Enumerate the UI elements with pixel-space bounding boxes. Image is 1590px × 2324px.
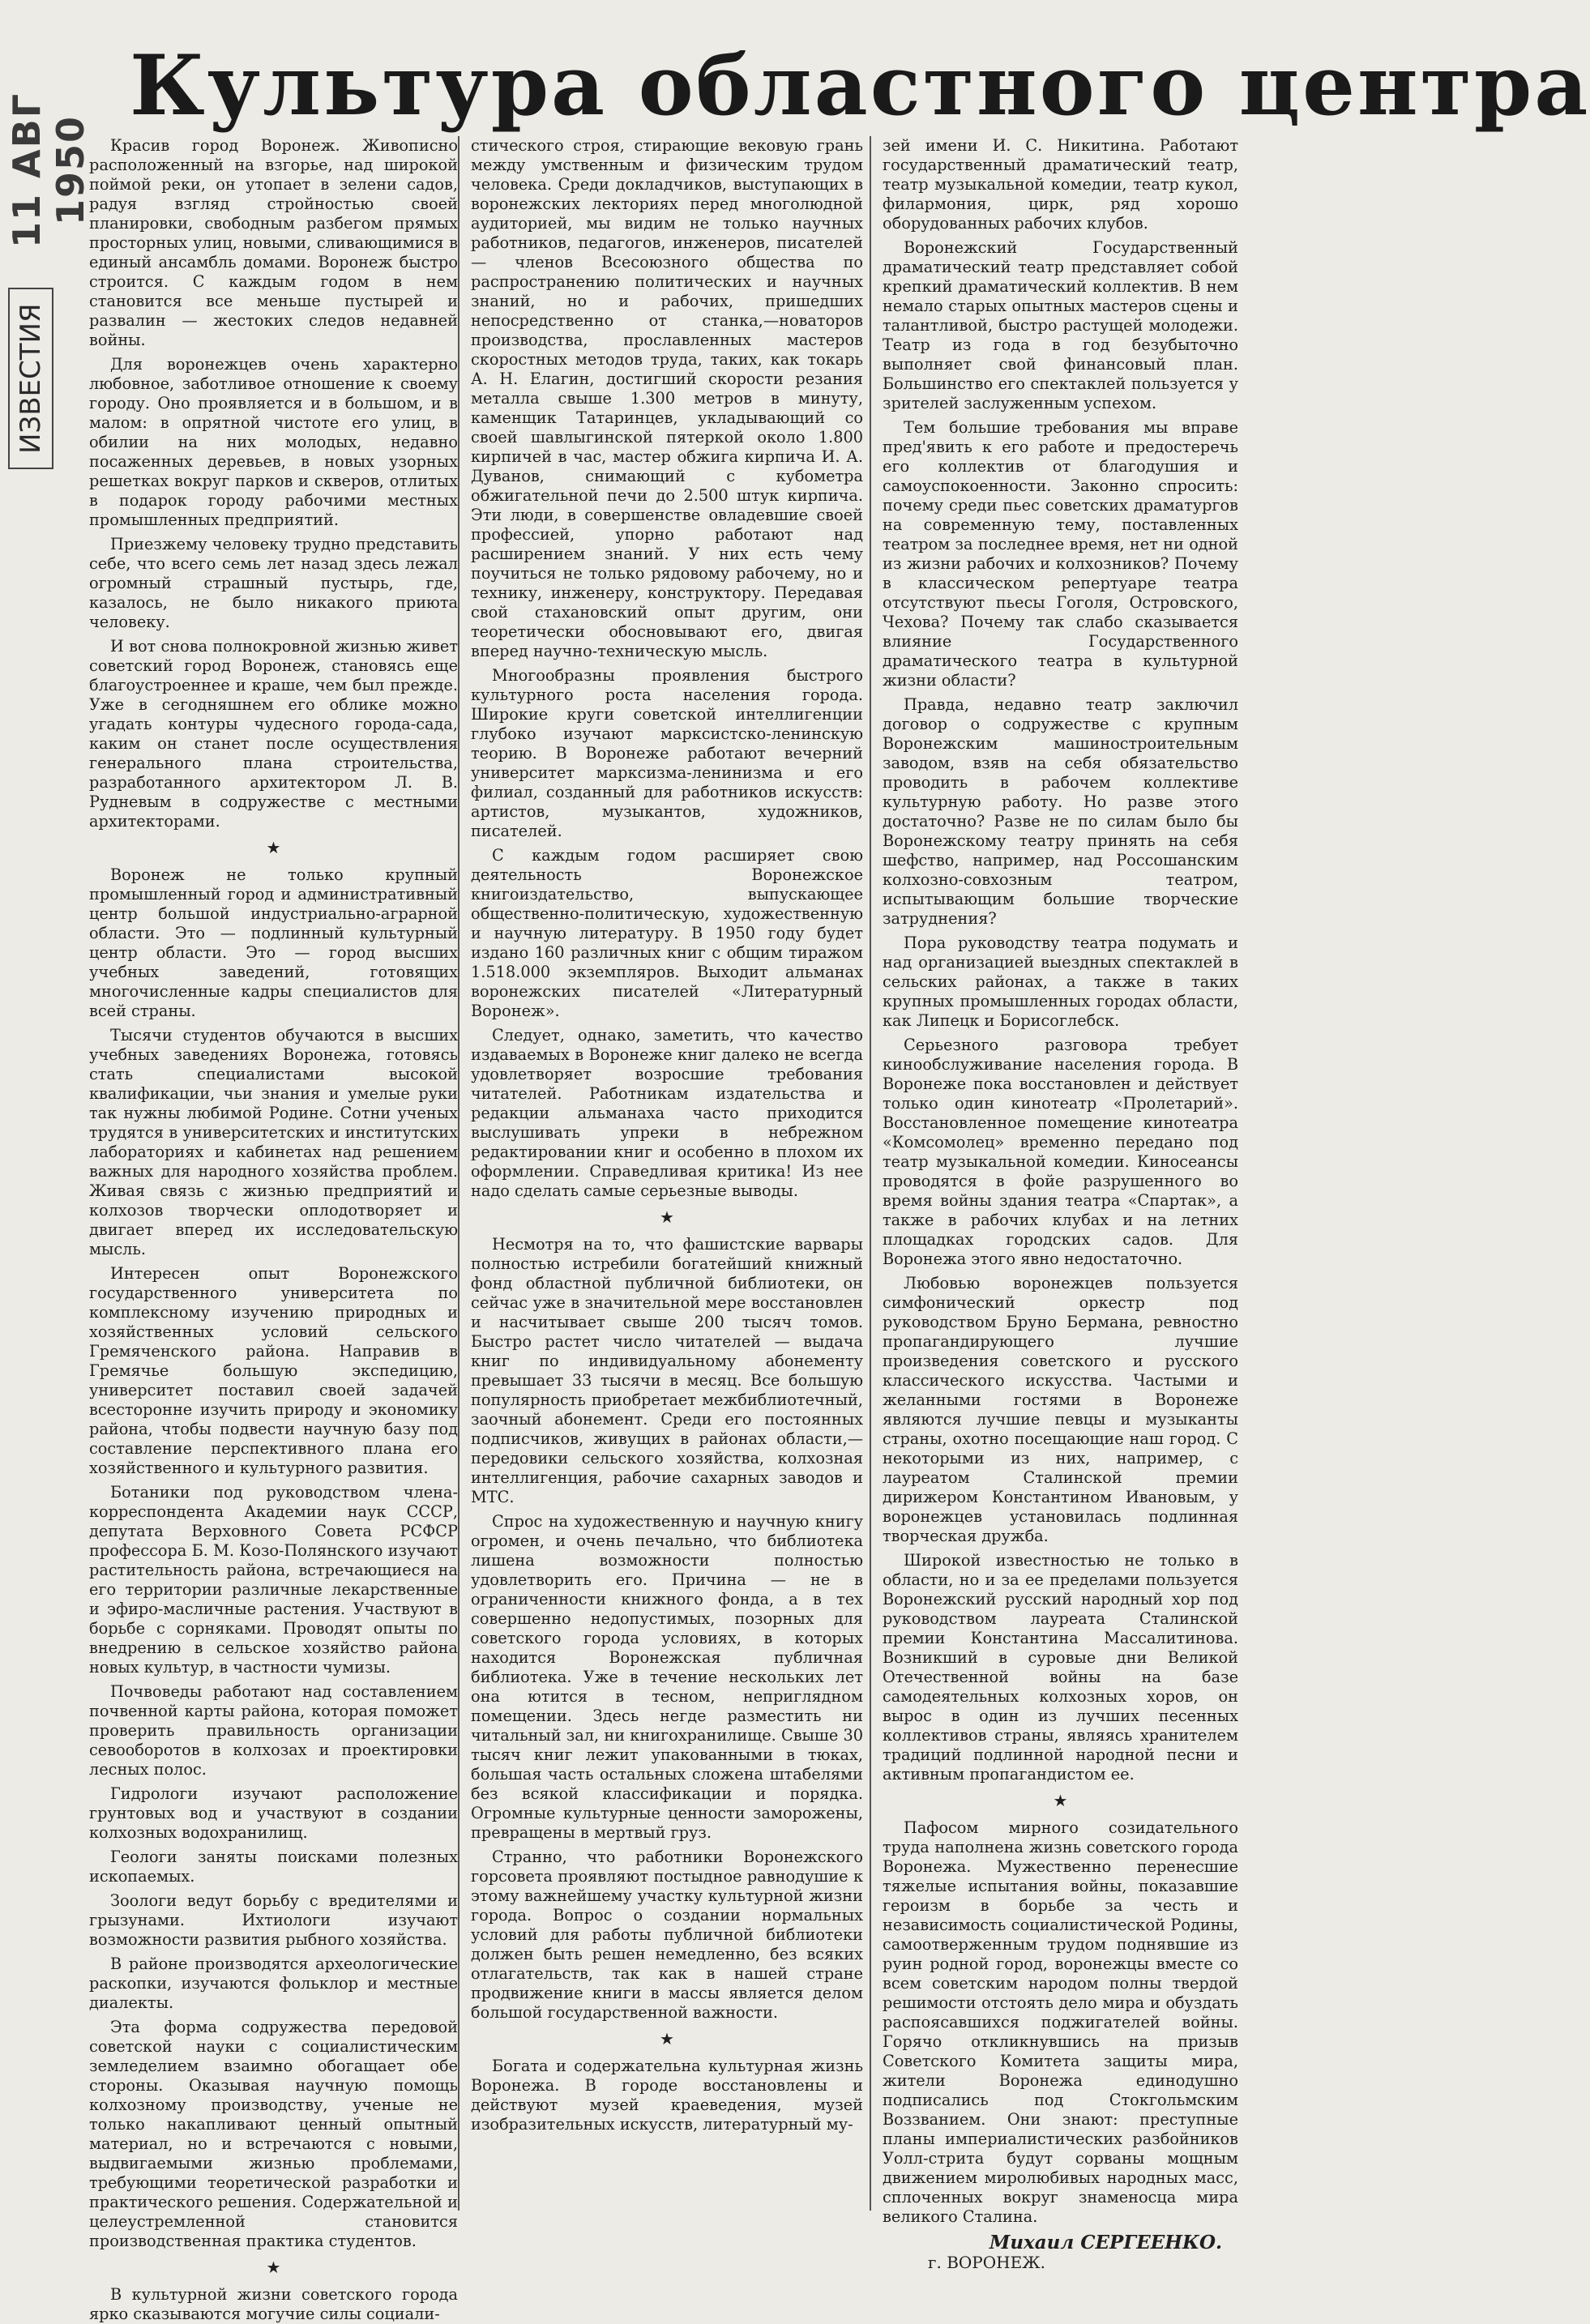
- paragraph: Тысячи студентов обучаются в высших учебных заведениях Воронежа, готовясь стать специалистами высокой квалификации, чьи знания и умелые руки так нужны любимой Родине. Сотни ученых трудятся в университетских и институтских лабораториях и кабинетах над решением важных для народного хозяйства проблем. Живая связь с жизнью предприятий и колхозов творчески оплодотворяет и двигает вперед их исследовательскую мысль.: [89, 1026, 458, 1258]
- paragraph: Следует, однако, заметить, что качество издаваемых в Воронеже книг далеко не всегда удовлетворяет возросшие требования читателей. Работникам издательства и редакции альманаха часто приходится выслушивать упреки в небрежном редактировании книг и особенно в плохом их оформлении. Справедливая критика! Из нее надо сделать самые серьезные выводы.: [471, 1026, 863, 1200]
- paragraph: В районе производятся археологические раскопки, изучаются фольклор и местные диалекты.: [89, 1954, 458, 2012]
- paragraph: Серьезного разговора требует кинообслуживание населения города. В Воронеже пока восстановлен и действует только один кинотеатр «Пролетарий». Восстановленное помещение кинотеатра «Комсомолец» временно передано под театр музыкальной комедии. Киносеансы проводятся в фойе разрушенного во время войны здания театра «Спартак», а также в рабочих клубах и на летних площадках городских садов. Для Воронежа этого явно недостаточно.: [883, 1036, 1238, 1268]
- paragraph: Для воронежцев очень характерно любовное, заботливое отношение к своему городу. Оно проявляется и в большом, и в малом: в опрятной чистоте его улиц, в обилии на них молодых, недавно посаженных деревьев, в новых узорных решетках вокруг парков и скверов, отлитых в подарок городу рабочими местных промышленных предприятий.: [89, 355, 458, 529]
- section-separator: ★: [660, 2029, 674, 2048]
- paragraph: Воронеж не только крупный промышленный город и административный центр большой индустриально-аграрной области. Это — подлинный культурный центр области. Это — город высших учебных заведений, готовящих многочисленные кадры специалистов для всей страны.: [89, 865, 458, 1020]
- paragraph: В культурной жизни советского города ярко сказываются могучие силы социали-: [89, 2285, 458, 2323]
- paragraph: Почвоведы работают над составлением почвенной карты района, которая поможет проверить правильность организации севооборотов в колхозах и проектировки лесных полос.: [89, 1682, 458, 1779]
- section-separator: ★: [266, 838, 281, 857]
- paragraph: Приезжему человеку трудно представить себе, что всего семь лет назад здесь лежал огромный страшный пустырь, где, казалось, не было никакого приюта человеку.: [89, 535, 458, 631]
- paragraph: Спрос на художественную и научную книгу огромен, и очень печально, что библиотека лишена возможности полностью удовлетворить его. Причина — не в ограниченности книжного фонда, а в тех совершенно недопустимых, позорных для советского города условиях, в которых находится Воронежская публичная библиотека. Уже в течение нескольких лет она ютится в тесном, неприглядном помещении. Здесь негде разместить ни читальный зал, ни книгохранилище. Свыше 30 тысяч книг лежит упакованными в тюках, большая часть остальных сложена штабелями без всякой классификации и порядка. Огромные культурные ценности заморожены, превращены в мертвый груз.: [471, 1512, 863, 1842]
- paragraph: Многообразны проявления быстрого культурного роста населения города. Широкие круги советской интеллигенции глубоко изучают марксистско-ленинскую теорию. В Воронеже работают вечерний университет марксизма-ленинизма и его филиал, созданный для работников искусств: артистов, музыкантов, художников, писателей.: [471, 666, 863, 840]
- paragraph: Пора руководству театра подумать и над организацией выездных спектаклей в сельских районах, а также в таких крупных промышленных городах области, как Липецк и Борисоглебск.: [883, 933, 1238, 1030]
- stamp-newspaper-name: ИЗВЕСТИЯ: [8, 288, 53, 469]
- paragraph: Красив город Воронеж. Живописно расположенный на взгорье, над широкой поймой реки, он утопает в зелени садов, радуя взгляд стройностью своей планировки, свободным разбегом прямых просторных улиц, новыми, сливающимися в единый ансамбль домами. Воронеж быстро строится. С каждым годом в нем становится все меньше пустырей и развалин — жестоких следов недавней войны.: [89, 136, 458, 349]
- paragraph: Несмотря на то, что фашистские варвары полностью истребили богатейший книжный фонд областной публичной библиотеки, он сейчас уже в значительной мере восстановлен и насчитывает свыше 200 тысяч томов. Быстро растет число читателей — выдача книг по индивидуальному абонементу превышает 33 тысячи в месяц. Все большую популярность приобретает межбиблиотечный, заочный абонемент. Среди его постоянных подписчиков, живущих в районах области,— передовики сельского хозяйства, колхозная интеллигенция, рабочие сахарных заводов и МТС.: [471, 1235, 863, 1506]
- paragraph: Широкой известностью не только в области, но и за ее пределами пользуется Воронежский русский народный хор под руководством лауреата Сталинской премии Константина Массалитинова. Возникший в суровые дни Великой Отечественной войны на базе самодеятельных колхозных хоров, он вырос в один из лучших песенных коллективов страны, являясь хранителем традиций подлинной народной песни и активным пропагандистом ее.: [883, 1551, 1238, 1784]
- paragraph: Богата и содержательна культурная жизнь Воронежа. В городе восстановлены и действуют музей краеведения, музей изобразительных искусств, литературный му-: [471, 2057, 863, 2134]
- paragraph: Тем большие требования мы вправе пред'явить к его работе и предостеречь его коллектив от благодушия и самоуспокоенности. Законно спросить: почему среди пьес советских драматургов на современную тему, поставленных театром за последнее время, нет ни одной из жизни рабочих и колхозников? Почему в классическом репертуаре театра отсутствуют пьесы Гоголя, Островского, Чехова? Почему так слабо сказывается влияние Государственного драматического театра в культурной жизни области?: [883, 418, 1238, 690]
- paragraph: Любовью воронежцев пользуется симфонический оркестр под руководством Бруно Бермана, ревностно пропагандирующего лучшие произведения советского и русского классического искусства. Частыми и желанными гостями в Воронеже являются лучшие певцы и музыканты страны, охотно посещающие наш город. С некоторыми из них, например, с лауреатом Сталинской премии дирижером Константином Ивановым, у воронежцев установилась подлинная творческая дружба.: [883, 1274, 1238, 1545]
- paragraph: Геологи заняты поисками полезных ископаемых.: [89, 1848, 458, 1886]
- article-column-3: [870, 136, 1238, 2272]
- paragraph: зей имени И. С. Никитина. Работают государственный драматический театр, театр музыкальной комедии, театр кукол, филармония, цирк, ряд хорошо оборудованных рабочих клубов.: [883, 136, 1238, 233]
- article-column-1: [89, 136, 458, 2323]
- archive-stamp: [3, 32, 92, 470]
- paragraph: Ботаники под руководством члена-корреспондента Академии наук СССР, депутата Верховного Совета РСФСР профессора Б. М. Козо-Полянского изучают растительность района, встречающиеся на его территории различные лекарственные и эфиро-масличные растения. Участвуют в борьбе с сорняками. Проводят опыты по внедрению в сельское хозяйство района новых культур, в частности чумизы.: [89, 1483, 458, 1677]
- paragraph: Правда, недавно театр заключил договор о содружестве с крупным Воронежским машиностроительным заводом, взяв на себя обязательство проводить в рабочем коллективе культурную работу. Но разве этого достаточно? Разве не по силам было бы Воронежскому театру принять на себя шефство, например, над Россошанским колхозно-совхозным театром, испытывающим большие творческие затруднения?: [883, 695, 1238, 928]
- article-title: Культура областного центра: [130, 37, 1590, 135]
- section-separator: ★: [660, 1207, 674, 1227]
- dateline-place: г. ВОРОНЕЖ.: [928, 2253, 1046, 2272]
- paragraph: Интересен опыт Воронежского государственного университета по комплексному изучению природных и хозяйственных условий сельского Гремяченского района. Направив в Гремячье большую экспедицию, университет поставил своей задачей всесторонне изучить природу и экономику района, чтобы подвести научную базу под составление перспективного плана его хозяйственного и культурного развития.: [89, 1264, 458, 1477]
- paragraph: И вот снова полнокровной жизнью живет советский город Воронеж, становясь еще благоустроеннее и краше, чем был прежде. Уже в сегодняшнем его облике можно угадать контуры чудесного города-сада, каким он станет после осуществления генерального плана строительства, разработанного архитектором Л. В. Рудневым в содружестве с местными архитекторами.: [89, 637, 458, 831]
- paragraph: Гидрологи изучают расположение грунтовых вод и участвуют в создании колхозных водохранилищ.: [89, 1784, 458, 1842]
- paragraph: стического строя, стирающие вековую грань между умственным и физическим трудом человека. Среди докладчиков, выступающих в воронежских лекториях перед многолюдной аудиторией, мы видим не только научных работников, педагогов, инженеров, писателей — членов Всесоюзного общества по распространению политических и научных знаний, но и рабочих, пришедших непосредственно от станка,—новаторов производства, прославленных мастеров скоростных методов труда, таких, как токарь А. Н. Елагин, достигший скорости резания металла свыше 1.300 метров в минуту, каменщик Татаринцев, укладывающий со своей шавлыгинской пятеркой около 1.800 кирпичей в час, мастер обжига кирпича И. А. Дуванов, снимающий с кубометра обжигательной печи до 2.500 штук кирпича. Эти люди, в совершенстве овладевшие своей профессией, упорно работают над расширением знаний. У них есть чему поучиться не только рядовому рабочему, но и технику, инженеру, конструктору. Передавая свой стахановский опыт другим, они теоретически обосновывают его, двигая вперед научно-техническую мысль.: [471, 136, 863, 660]
- section-separator: ★: [266, 2258, 281, 2277]
- paragraph: С каждым годом расширяет свою деятельность Воронежское книгоиздательство, выпускающее общественно-политическую, художественную и научную литературу. В 1950 году будет издано 160 различных книг с общим тиражом 1.518.000 экземпляров. Выходит альманах воронежских писателей «Литературный Воронеж».: [471, 846, 863, 1020]
- paragraph: Эта форма содружества передовой советской науки с социалистическим земледелием взаимно обогащает обе стороны. Оказывая научную помощь колхозному производству, ученые не только накапливают ценный опытный материал, но и встречаются с новыми, выдвигаемыми жизнью проблемами, требующими теоретической разработки и практического решения. Содержательной и целеустремленной становится производственная практика студентов.: [89, 2018, 458, 2250]
- paragraph: Странно, что работники Воронежского горсовета проявляют постыдное равнодушие к этому важнейшему участку культурной жизни города. Вопрос о создании нормальных условий для работы публичной библиотеки должен быть решен немедленно, без всяких отлагательств, так как в нашей стране продвижение книги в массы является делом большой государственной важности.: [471, 1848, 863, 2022]
- paragraph: Воронежский Государственный драматический театр представляет собой крепкий драматический коллектив. В нем немало старых опытных мастеров сцены и талантливой, быстро растущей молодежи. Театр из года в год безубыточно выполняет свой финансовый план. Большинство его спектаклей пользуется у зрителей заслуженным успехом.: [883, 238, 1238, 412]
- paragraph: Зоологи ведут борьбу с вредителями и грызунами. Ихтиологи изучают возможности развития рыбного хозяйства.: [89, 1891, 458, 1949]
- section-separator: ★: [1053, 1791, 1068, 1810]
- author-signature: Михаил СЕРГЕЕНКО.: [989, 2232, 1222, 2254]
- article-column-2: [458, 136, 863, 2211]
- paragraph: Пафосом мирного созидательного труда наполнена жизнь советского города Воронежа. Мужественно перенесшие тяжелые испытания войны, показавшие героизм в борьбе за честь и независимость социалистической Родины, самоотверженным трудом поднявшие из руин родной город, воронежцы вместе со всем советским народом полны твердой решимости отстоять дело мира и обуздать распоясавшихся поджигателей войны. Горячо откликнувшись на призыв Советского Комитета защиты мира, жители Воронежа единодушно подписались под Стокгольмским Воззванием. Они знают: преступные планы империалистических разбойников Уолл-стрита будут сорваны мощным движением миролюбивых народных масс, сплоченных вокруг знаменосца мира великого Сталина.: [883, 1818, 1238, 2226]
- stamp-date: 11 АВГ 1950: [5, 92, 92, 249]
